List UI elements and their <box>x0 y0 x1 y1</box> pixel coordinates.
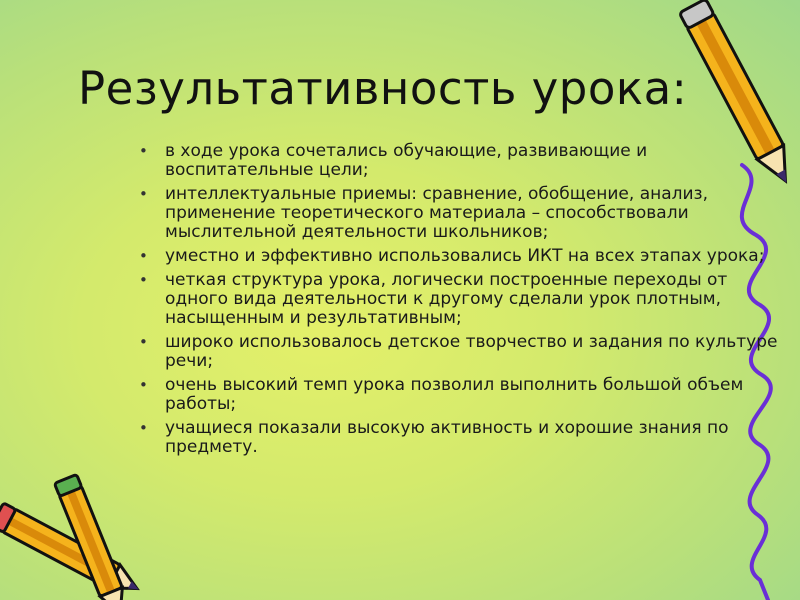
bullet-item <box>139 270 790 328</box>
bullet-dot: • <box>139 376 148 394</box>
bullet-dot: • <box>139 271 148 289</box>
bullet-dot: • <box>139 419 148 437</box>
bullet-dot: • <box>139 247 148 265</box>
bullet-text: уместно и эффективно использовались ИКТ на всех этапах урока; <box>165 246 765 266</box>
bullet-dot: • <box>139 185 148 203</box>
bullet-dot: • <box>139 333 148 351</box>
bullet-text: учащиеся показали высокую активность и хорошие знания по предмету. <box>165 418 729 457</box>
bullet-item <box>139 332 790 371</box>
bullet-item <box>139 418 790 457</box>
bullet-text: интеллектуальные приемы: сравнение, обобщение, анализ, применение теоретического материала – способствовали мыслительной деятельности школьников; <box>165 184 708 242</box>
bullet-list <box>139 141 790 462</box>
bullet-item <box>139 246 790 266</box>
bullet-text: четкая структура урока, логически построенные переходы от одного вида деятельности к другому сделали урок плотным, насыщенным и результативным; <box>165 270 728 328</box>
bullet-item <box>139 141 790 180</box>
bullet-dot: • <box>139 142 148 160</box>
bullet-text: очень высокий темп урока позволил выполнить большой объем работы; <box>165 375 744 414</box>
bullet-text: в ходе урока сочетались обучающие, развивающие и воспитательные цели; <box>165 141 648 180</box>
slide-title: Результативность урока: <box>78 62 688 115</box>
bullet-text: широко использовалось детское творчество и задания по культуре речи; <box>165 332 778 371</box>
bullet-item <box>139 184 790 242</box>
bullet-item <box>139 375 790 414</box>
